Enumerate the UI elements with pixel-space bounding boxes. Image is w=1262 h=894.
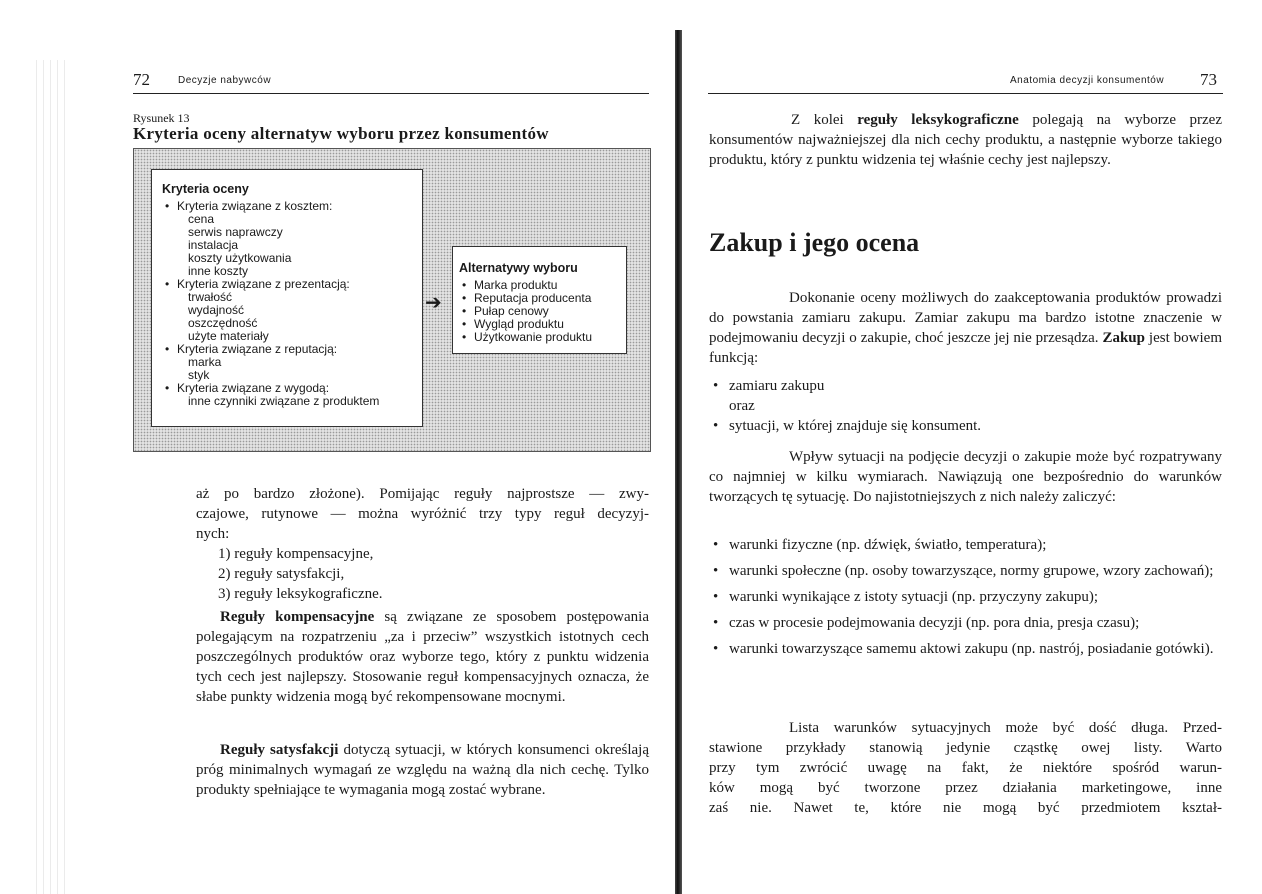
left-para-1-line: czajowe, rutynowe — można wyróżnić trzy typy reguł decyzyj- [196,506,649,522]
criteria-box [151,169,423,427]
left-para-1-line: nych: [196,526,230,542]
left-para-2-bold: Reguły kompensacyjne [220,609,375,625]
rule-item: 2) reguły satysfakcji, [218,566,345,582]
criteria-item: oszczędność [188,316,258,330]
right-para-4-line: przy tym zwrócić uwagę na fakt, że niektóre spośród warun- [709,760,1222,776]
left-header-rule [133,93,649,94]
criteria-item: styk [188,368,210,382]
condition-item: • warunki wynikające z istoty sytuacji (np. przyczyny zakupu); [709,587,1222,607]
figure-diagram [133,148,651,452]
right-para-3 [709,447,1222,507]
right-para-1-pre: Z kolei [791,112,858,128]
criteria-group-label: • Kryteria związane z wygodą: [162,382,412,395]
criteria-item: inne czynniki związane z produktem [188,394,380,408]
figure-number: Rysunek 13 [133,111,190,125]
rule-item: 1) reguły kompensacyjne, [218,546,374,562]
left-para-3 [196,740,649,800]
criteria-item: cena [188,212,215,226]
right-para-1-text: polegają na wyborze przez konsumentów najważniejszej dla nich cechy produktu, a następnie wyborze takiego produktu, który z punktu widzenia tej właśnie cechy jest najlepszy. [709,112,1222,168]
criteria-group-label: • Kryteria związane z kosztem: [162,200,412,213]
figure-title: Kryteria oceny alternatyw wyboru przez konsumentów [133,124,549,143]
left-page-number: 72 [133,70,150,89]
function-item: • sytuacji, w której znajduje się konsument. [709,416,1222,436]
alternatives-box [452,246,627,354]
conditions-list [709,535,1222,665]
right-para-2-bold: Zakup [1102,330,1145,346]
condition-item: • czas w procesie podejmowania decyzji (np. pora dnia, presja czasu); [709,613,1222,633]
criteria-item: serwis naprawczy [188,225,283,239]
right-para-4-line: zaś nie. Nawet te, które nie mogą być przedmiotem kształ- [709,800,1222,816]
left-running-head: Decyzje nabywców [178,75,272,86]
alternative-item: • Pułap cenowy [459,305,618,318]
right-page-number: 73 [1200,70,1217,89]
function-list [709,376,1222,436]
right-para-2 [709,288,1222,368]
alternatives-list [459,279,618,344]
function-connector: oraz [729,398,755,414]
criteria-item: instalacja [188,238,239,252]
left-para-3-text: dotyczą sytuacji, w których konsumenci określają próg minimalnych wymagań ze względu na ważną dla nich cechę. Tylko produkty spełniające te wymagania mogą zostać wybrane. [196,742,650,798]
left-para-1 [196,484,649,604]
left-para-3-bold: Reguły satysfakcji [220,742,339,758]
left-para-1-lines [196,484,649,544]
alternative-item: • Reputacja producenta [459,292,618,305]
left-para-2 [196,607,649,707]
right-para-3-text: Wpływ sytuacji na podjęcie decyzji o zakupie może być rozpatrywany co najmniej w kilku wymiarach. Nawiązują one bezpośrednio do warunków tworzących tę sytuację. Do najistotniejszych z nich należy zaliczyć: [709,449,1222,505]
section-heading: Zakup i jego ocena [709,228,920,257]
left-para-2-text: są związane ze sposobem postępowania polegającym na rozpatrzeniu „za i przeciw” wszystkich istotnych cech poszczególnych produktów oraz wyborze tego, który z punktu widzenia tych cech jest najlepszy. Stosowanie reguł kompensacyjnych oznacza, że słabe punkty widzenia mogą być rekompensowane mocnymi. [196,609,649,705]
right-para-4-line: stawione przykłady stanowią jedynie cząstkę owej listy. Warto [709,740,1222,756]
rule-item: 3) reguły leksykograficzne. [218,586,383,602]
right-header-rule [708,93,1223,94]
criteria-group-label: • Kryteria związane z prezentacją: [162,278,412,291]
right-para-2-text: jest bowiem funkcją: [709,330,1222,366]
function-item: • zamiaru zakupu [709,376,1222,396]
right-para-4-line: Lista warunków sytuacyjnych może być dość długa. Przed- [789,720,1222,736]
arrow-right-icon: ➔ [425,290,442,314]
condition-item: • warunki fizyczne (np. dźwięk, światło, temperatura); [709,535,1222,555]
right-para-1 [709,110,1222,170]
criteria-box-title: Kryteria oceny [162,182,249,196]
alternative-item: • Marka produktu [459,279,618,292]
right-para-4-line: ków mogą być tworzone przez działania marketingowe, inne [709,780,1222,796]
criteria-group-label: • Kryteria związane z reputacją: [162,343,412,356]
right-para-2-pre: Dokonanie oceny możliwych do zaakceptowania produktów prowadzi do powstania zamiaru zakupu. Zamiar zakupu ma bardzo istotne znaczenie w podejmowaniu decyzji o zakupie, choć jeszcze jej nie przesądza. [709,290,1222,346]
page-edge-shadow [30,60,70,894]
criteria-list [162,200,412,408]
criteria-item: użyte materiały [188,329,269,343]
criteria-item: trwałość [188,290,233,304]
rules-list [196,544,649,604]
book-spine [675,30,682,894]
alternative-item: • Wygląd produktu [459,318,618,331]
criteria-item: marka [188,355,222,369]
criteria-item: koszty użytkowania [188,251,292,265]
alternatives-box-title: Alternatywy wyboru [459,261,578,275]
left-para-1-line: aż po bardzo złożone). Pomijając reguły najprostsze — zwy- [196,486,649,502]
criteria-item: inne koszty [188,264,249,278]
right-para-1-bold: reguły leksykograficzne [857,112,1019,128]
condition-item: • warunki społeczne (np. osoby towarzyszące, normy grupowe, wzory zachowań); [709,561,1222,581]
condition-item: • warunki towarzyszące samemu aktowi zakupu (np. nastrój, posiadanie gotówki). [709,639,1222,659]
right-para-4 [709,718,1222,818]
right-running-head: Anatomia decyzji konsumentów [1010,75,1165,86]
alternative-item: • Użytkowanie produktu [459,331,618,344]
criteria-item: wydajność [188,303,245,317]
